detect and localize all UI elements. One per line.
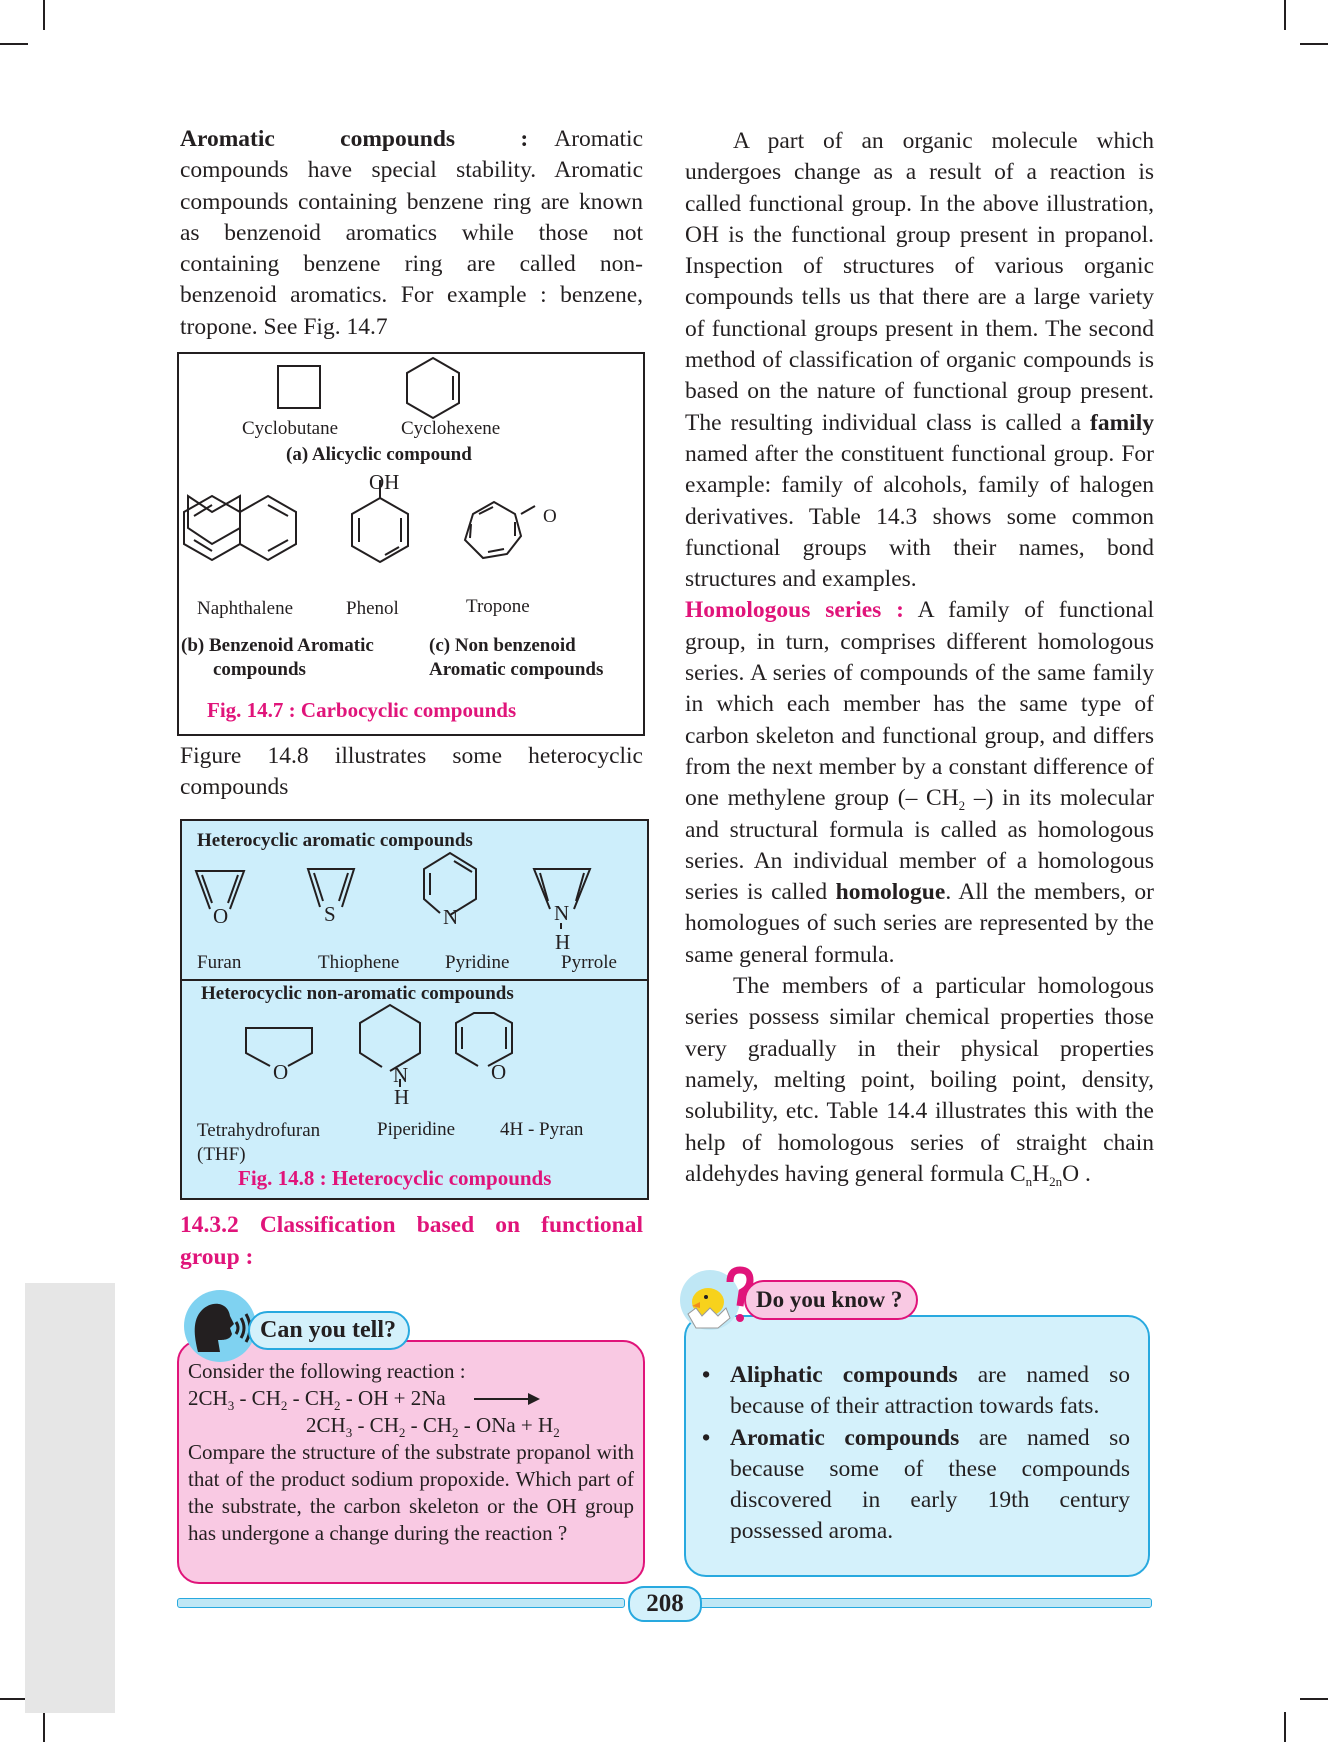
piperidine-hydrogen: H: [394, 1085, 410, 1109]
nonaromatic-heterocycle-heading: Heterocyclic non-aromatic compounds: [201, 983, 514, 1004]
alicyclic-label: (a) Alicyclic compound: [286, 444, 472, 465]
nonbenzenoid-label: [429, 634, 603, 682]
thf-label-line: (THF): [197, 1144, 246, 1165]
furan-oxygen: O: [213, 904, 229, 928]
bullet-2-bold: Aromatic compounds: [730, 1424, 960, 1451]
right-paragraph-1: A part of an organic molecule which undergoes change as a result of a reaction is called functional group. In the above illustration, OH is the functional group present in propanol. Inspection of structures of various organic compounds tells us that there are a large variety of functional groups present in them. The second method of classification of organic compounds is based on the nature of functional group present. The resulting individual class is called a family named after the constituent functional group. For example: family of alcohols, family of halogen derivatives. Table 14.3 shows some common functional groups with their names, bond structures and examples. Homologous series : A family of functional group, in turn, comprises different homologous series. A series of compounds of the same family in which each member has the same type of carbon skeleton and functional group, and differs from the next member by a constant difference of one methylene group (– $CH_2$ –) in its molecular and structural formula is called as homologous series. An individual member of a homologous series is called homologue. All the members, or homologues of such series are represented by the same general formula. The members of a particular homologous series possess similar chemical properties those very gradually in their physical properties namely, melting point, boiling point, density, solubility, etc. Table 14.4 illustrates this with the help of homologous series of straight chain aldehydes having general formula $C_nH_{2n}O$ .: [685, 128, 1154, 1189]
aromatic-text: Aromatic compounds have special stability. Aromatic compounds containing benzene ring are known as benzenoid aromatics while those not containing benzene ring are called non-benzenoid aromatics. For example : benzene, tropone. See Fig. 14.7: [180, 126, 643, 340]
bullet-1-bold: Aliphatic compounds: [730, 1362, 958, 1388]
crop-mark: [1300, 43, 1328, 45]
cyclohexene-structure: [407, 358, 459, 418]
can-you-tell-title: Can you tell?: [248, 1311, 410, 1350]
piperidine-label: Piperidine: [377, 1119, 456, 1140]
aromatic-paragraph: [180, 124, 643, 343]
cyclobutane-label: Cyclobutane: [242, 418, 339, 439]
pyran-oxygen: O: [491, 1060, 507, 1084]
crop-mark: [0, 1698, 28, 1700]
crop-mark: [1300, 1698, 1328, 1700]
pyrrole-hydrogen: H: [555, 930, 571, 954]
family-word: family: [1090, 409, 1154, 436]
benzenoid-label-line: (b) Benzenoid Aromatic: [181, 635, 374, 656]
reaction-line-2: $2CH_3 - CH_2 - CH_2$ - ONa + $H_2$: [306, 1413, 560, 1440]
bullet-icon: •: [702, 1362, 711, 1388]
pyridine-label: Pyridine: [445, 952, 510, 973]
furan-label: Furan: [197, 952, 242, 973]
thiophene-label: Thiophene: [318, 952, 400, 973]
arrow-head-icon: [528, 1393, 540, 1405]
figure-14-8: [180, 819, 649, 1200]
pyrrole-nitrogen: N: [554, 901, 570, 925]
tropone-structure: [465, 502, 535, 558]
crop-mark: [1284, 0, 1286, 30]
speaker-icon: [184, 1290, 256, 1362]
aromatic-heading: Aromatic compounds :: [180, 126, 529, 152]
nonbenzenoid-label-line: (c) Non benzenoid: [429, 635, 576, 656]
tropone-label: Tropone: [466, 596, 530, 617]
piperidine-nitrogen: N: [393, 1063, 409, 1087]
cyclobutane-structure: [278, 366, 320, 408]
pyridine-nitrogen: N: [443, 905, 459, 929]
homologous-heading: Homologous series :: [685, 597, 904, 624]
crop-mark: [0, 43, 28, 45]
piperidine-structure: [360, 1005, 420, 1087]
can-you-tell-intro: Consider the following reaction :: [188, 1359, 466, 1383]
para2-c: . All the members, or homologues of such series are represented by the same general formula.: [685, 879, 1154, 968]
para1-end: named after the constituent functional group. For example: family of alcohols, family of halogen derivatives. Table 14.3 shows some common functional groups with their names, bond structures and examples.: [685, 440, 1154, 593]
tropone-oxygen-label: O: [543, 506, 557, 527]
naphthalene-structure: [184, 496, 296, 560]
list-item: [702, 1360, 1130, 1423]
para3-text: The members of a particular homologous series possess similar chemical properties those very gradually in their physical properties namely, melting point, boiling point, density, solubility, etc. Table 14.4 illustrates this with the help of homologous series of straight chain aldehydes having general formula C: [685, 973, 1154, 1187]
naphthalene-label: Naphthalene: [197, 598, 294, 619]
can-you-tell-question: Compare the structure of the substrate propanol with that of the product sodium propoxide. Which part of the substrate, the carbon skeleton or the OH group has undergone a change during the reaction ?: [188, 1440, 634, 1545]
bullet-icon: •: [702, 1424, 711, 1451]
arrow-icon: [474, 1398, 534, 1400]
benzenoid-label: [181, 634, 374, 682]
bullet-2-text: are named so because some of these compounds discovered in early 19th century possessed aroma.: [730, 1424, 1130, 1545]
homologue-word: homologue: [835, 879, 946, 906]
phenol-label: Phenol: [346, 598, 399, 619]
can-you-tell-content: [188, 1358, 634, 1547]
section-heading: 14.3.2 Classification based on functional group :: [180, 1212, 643, 1270]
oh-label: OH: [369, 470, 400, 494]
benzenoid-label-line: compounds: [213, 659, 306, 680]
pyrrole-label: Pyrrole: [561, 952, 617, 973]
para2-a: A family of functional group, in turn, comprises different homologous series. A series of compounds of the same family in which each member has the same type of carbon skeleton and functional group, and differs from the next member by a constant difference of one methylene group (– CH: [685, 597, 1154, 812]
pyran-label: 4H - Pyran: [500, 1119, 584, 1140]
reaction-line-1: $2CH_3 - CH_2 - CH_2$ - OH + 2Na: [188, 1385, 634, 1412]
margin-band: [25, 1283, 115, 1713]
para1-text: A part of an organic molecule which undergoes change as a result of a reaction is called functional group. In the above illustration, OH is the functional group present in propanol. Inspection of structures of various organic compounds tells us that there are a large variety of functional groups present in them. The second method of classification of organic compounds is based on the nature of functional group present. The resulting individual class is called a: [685, 128, 1154, 436]
list-item: [702, 1423, 1130, 1548]
fig-14-8-intro: Figure 14.8 illustrates some heterocyclic compounds: [180, 743, 643, 801]
nonbenzenoid-label-line: Aromatic compounds: [429, 659, 604, 680]
thf-label-line: Tetrahydrofuran: [197, 1120, 321, 1141]
pyran-structure: [456, 1013, 512, 1066]
aromatic-heterocycle-heading: Heterocyclic aromatic compounds: [197, 830, 473, 851]
footer-band-right: [696, 1598, 1152, 1608]
footer-band-left: [177, 1598, 625, 1608]
crop-mark: [1284, 1712, 1286, 1742]
thf-oxygen: O: [273, 1060, 289, 1084]
cyclohexene-label: Cyclohexene: [401, 418, 501, 439]
bullet-1-text: are named so because of their attraction towards fats.: [730, 1362, 1130, 1420]
figure-14-7: [177, 352, 645, 736]
do-you-know-list: [702, 1360, 1130, 1548]
para2-b: –) in its molecular and structural formula is called as homologous series. An individual member of a homologous series is called: [685, 785, 1154, 906]
thiophene-sulfur: S: [324, 902, 336, 926]
page-number: 208: [628, 1586, 702, 1622]
fig-14-7-caption: Fig. 14.7 : Carbocyclic compounds: [207, 698, 517, 722]
do-you-know-title: Do you know ?: [744, 1280, 918, 1320]
crop-mark: [43, 0, 45, 30]
crop-mark: [43, 1712, 45, 1742]
fig-14-8-caption: Fig. 14.8 : Heterocyclic compounds: [238, 1166, 552, 1190]
thf-label: [197, 1119, 320, 1167]
